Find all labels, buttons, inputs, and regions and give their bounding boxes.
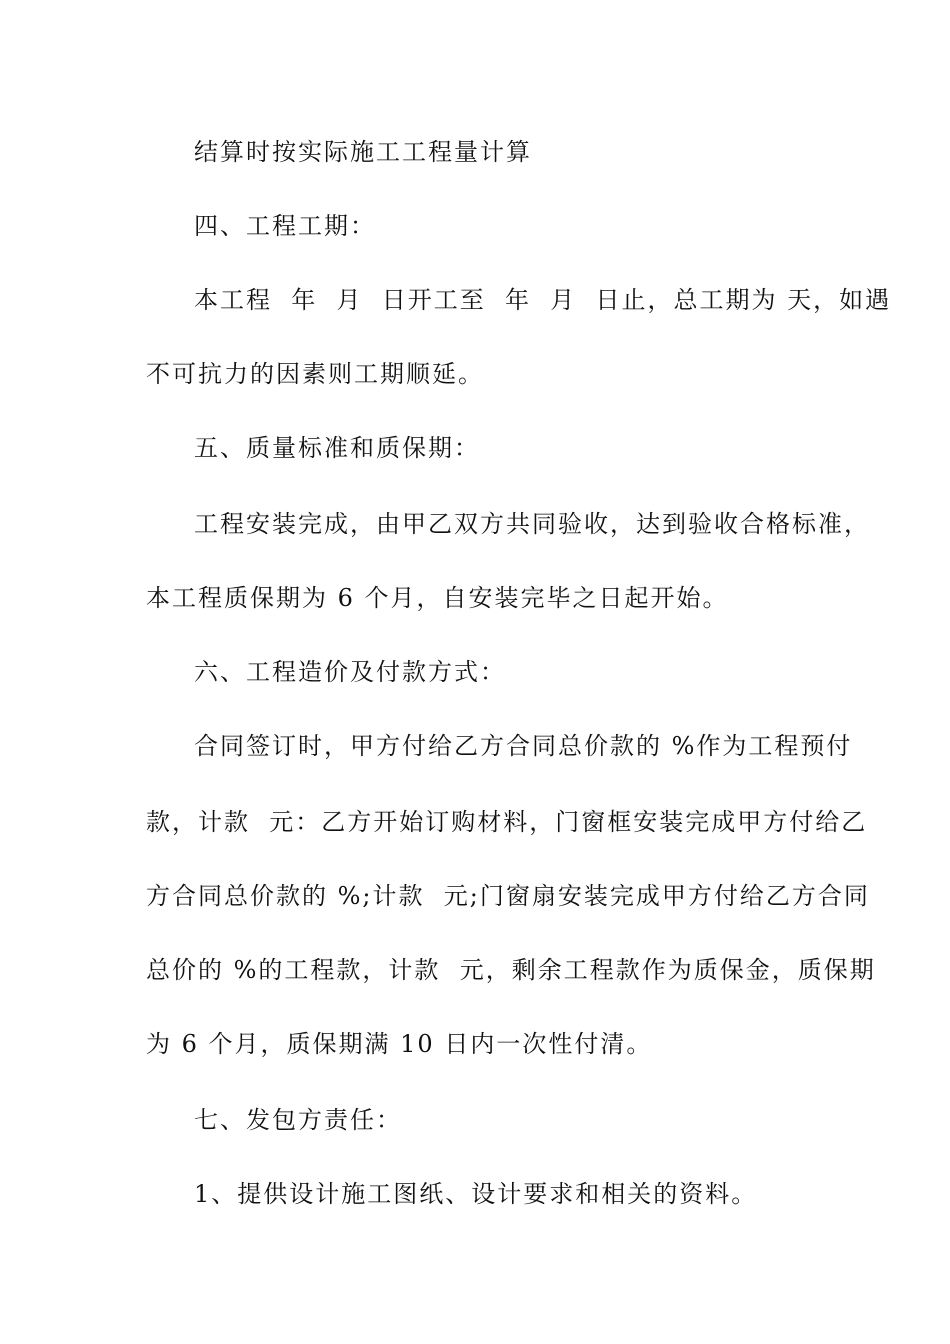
section-heading-schedule: 四、工程工期：	[194, 212, 376, 240]
paragraph-line: 总价的 %的工程款，计款 元，剩余工程款作为质保金，质保期	[146, 956, 876, 984]
section-heading-quality: 五、质量标准和质保期：	[194, 434, 480, 462]
section-heading-payment: 六、工程造价及付款方式：	[194, 658, 506, 686]
paragraph-line: 为 6 个月，质保期满 10 日内一次性付清。	[146, 1030, 653, 1058]
section-heading-employer-duties: 七、发包方责任：	[194, 1106, 402, 1134]
paragraph-line: 工程安装完成，由甲乙双方共同验收，达到验收合格标准，	[194, 510, 870, 538]
paragraph-line: 本工程质保期为 6 个月，自安装完毕之日起开始。	[146, 584, 729, 612]
paragraph-line: 合同签订时，甲方付给乙方合同总价款的 %作为工程预付	[194, 732, 853, 760]
list-item: 1、提供设计施工图纸、设计要求和相关的资料。	[194, 1180, 758, 1208]
paragraph-line: 方合同总价款的 %;计款 元;门窗扇安装完成甲方付给乙方合同	[146, 882, 870, 910]
paragraph-line: 不可抗力的因素则工期顺延。	[146, 360, 484, 388]
paragraph-line: 结算时按实际施工工程量计算	[194, 138, 532, 166]
paragraph-line: 款，计款 元：乙方开始订购材料，门窗框安装完成甲方付给乙	[146, 808, 868, 836]
paragraph-line: 本工程 年 月 日开工至 年 月 日止，总工期为 天，如遇	[194, 286, 892, 314]
